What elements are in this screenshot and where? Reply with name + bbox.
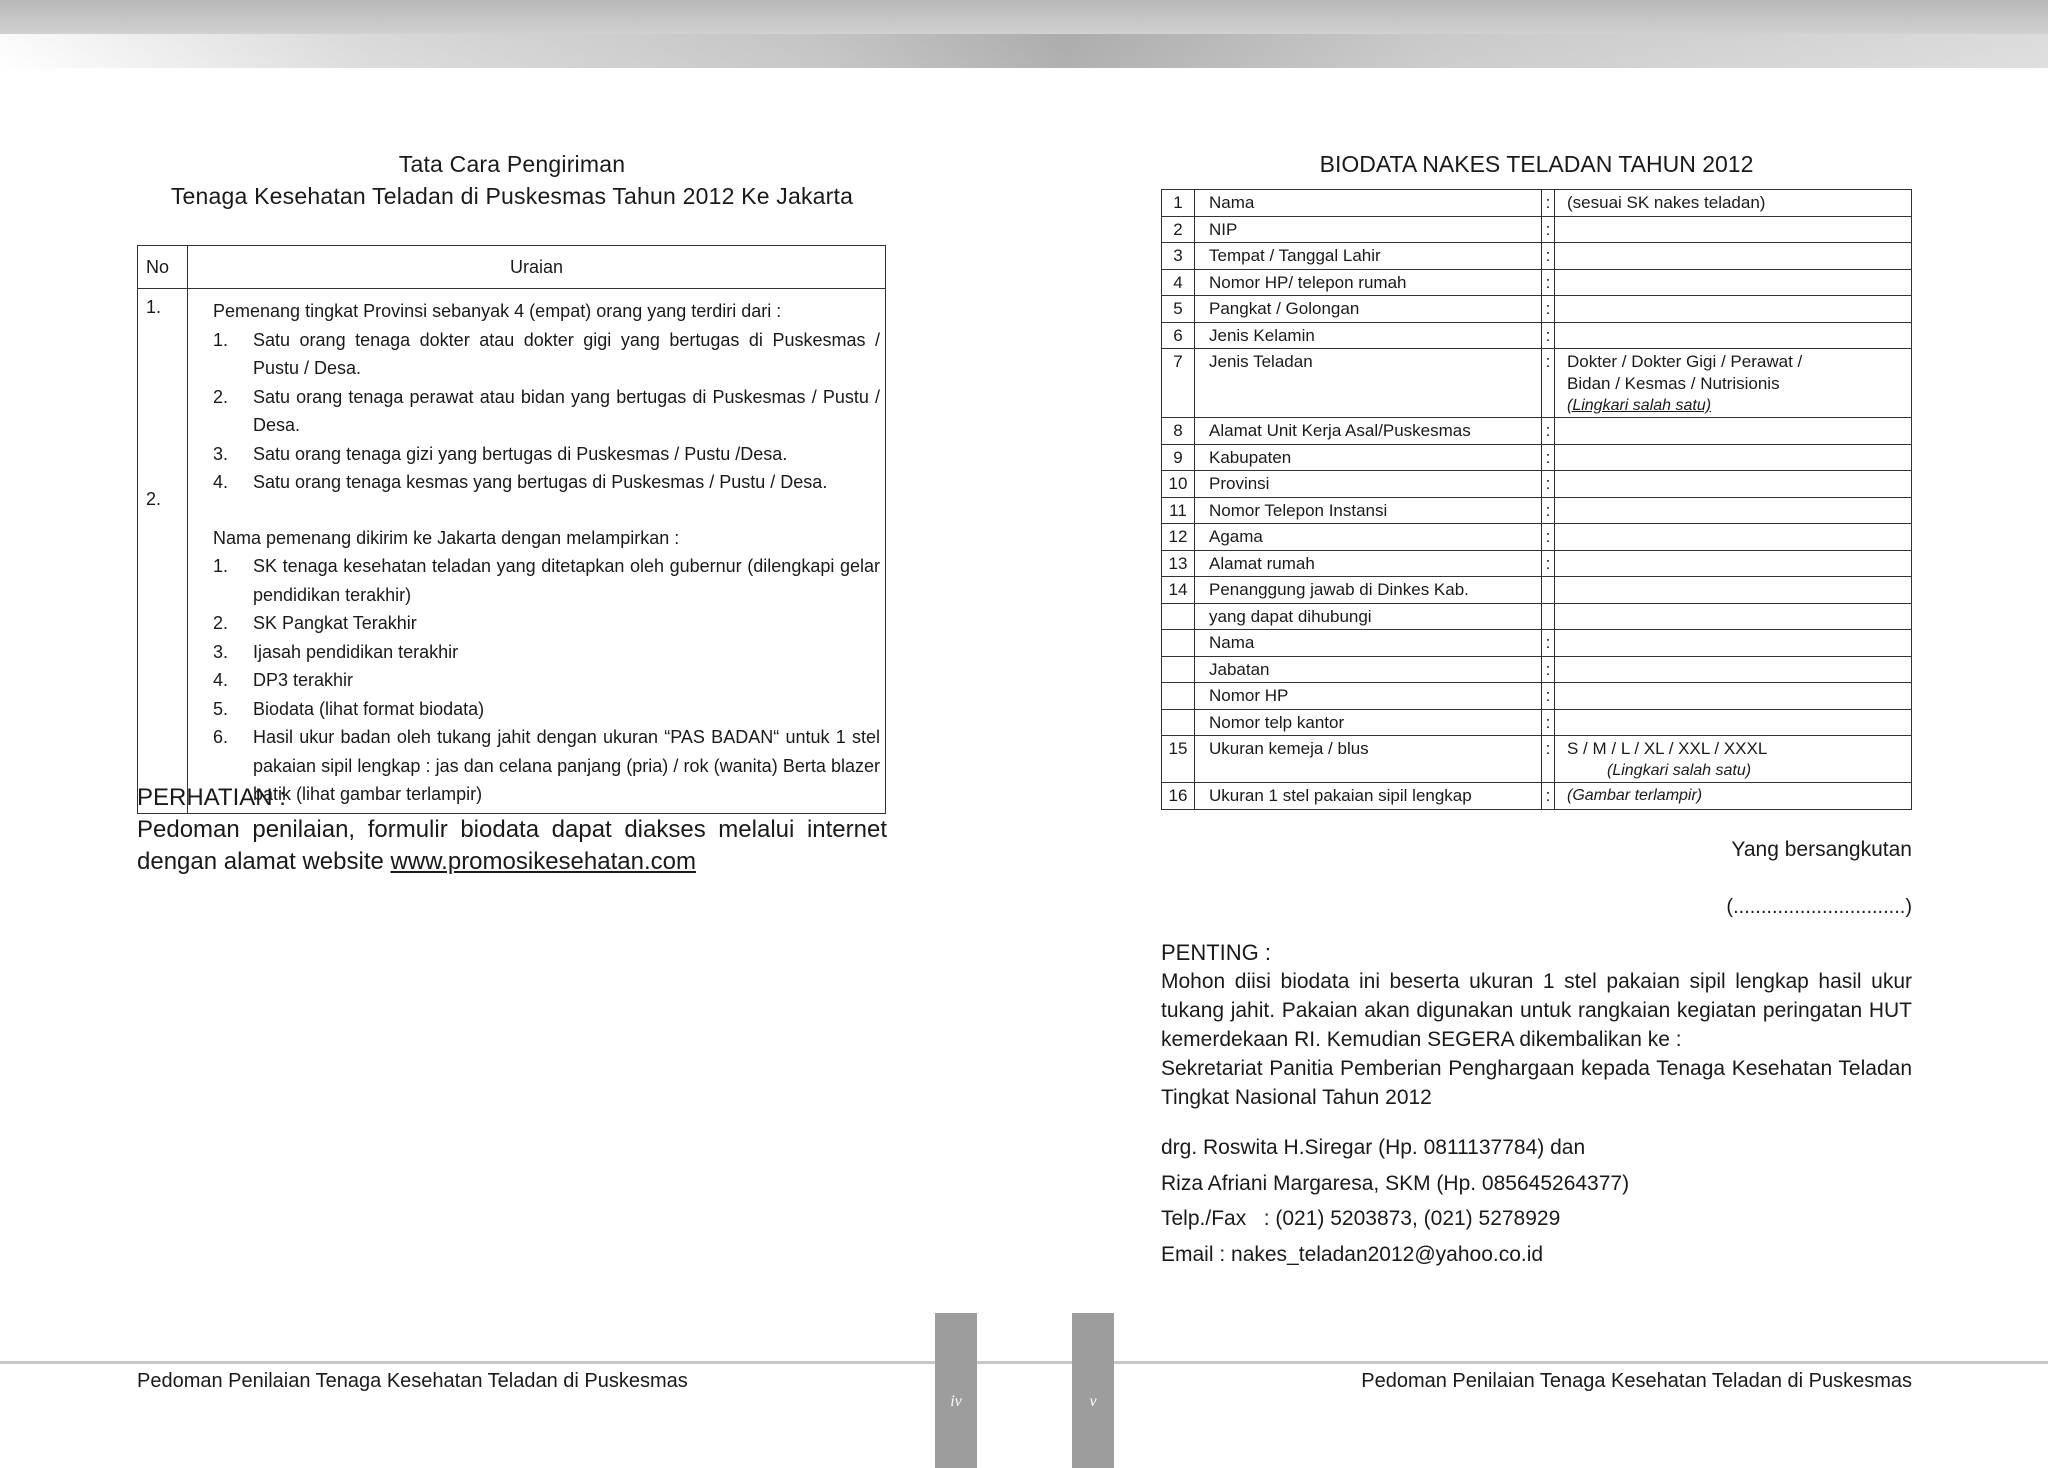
list-item-number: 1. [213,556,229,576]
row-value [1555,322,1912,349]
list-item-number: 4. [213,472,229,492]
table-row [1162,524,1912,551]
row-label: Alamat Unit Kerja Asal/Puskesmas [1195,418,1542,445]
header-gradient-strip [0,34,2048,68]
procedure-table [137,245,886,814]
row-label: Jenis Teladan [1195,349,1542,418]
row-colon: : [1542,216,1555,243]
list-item-text: SK tenaga kesehatan teladan yang ditetapkan oleh gubernur (dilengkapi gelar pendidikan terakhir) [253,556,880,605]
row-number: 11 [1162,497,1195,524]
row-value [1555,709,1912,736]
contact-line: drg. Roswita H.Siregar (Hp. 0811137784) dan [1161,1136,1586,1159]
value-line: Bidan / Kesmas / Nutrisionis [1567,374,1780,393]
penting-block [1161,938,1912,1112]
row-number: 9 [1162,444,1195,471]
list-item-text: Biodata (lihat format biodata) [253,698,485,719]
penting-heading: PENTING : [1161,940,1272,965]
row-value: (Gambar terlampir) [1555,783,1912,810]
list-item-text: Satu orang tenaga gizi yang bertugas di Puskesmas / Pustu /Desa. [253,443,788,464]
contact-line: Telp./Fax : (021) 5203873, (021) 5278929 [1161,1207,1561,1230]
list-item-text: Satu orang tenaga kesmas yang bertugas di Puskesmas / Pustu / Desa. [253,472,828,492]
list-item-number: 2. [213,386,229,407]
row-colon: : [1542,656,1555,683]
row-colon: : [1542,418,1555,445]
row-value [1555,471,1912,498]
row-content [188,289,886,814]
list-item-text: Hasil ukur badan oleh tukang jahit dengan ukuran “PAS BADAN“ untuk 1 stel pakaian sipil lengkap : jas dan celana panjang (pria) / rok (wanita) Berta blazer batik (lihat gambar terlampir) [253,727,880,804]
item-1-number: 1. [146,297,162,317]
row-colon: : [1542,550,1555,577]
value-line: S / M / L / XL / XXL / XXXL [1567,739,1768,758]
row-colon: : [1542,683,1555,710]
value-line: (Lingkari salah satu) [1607,762,1752,779]
item-1-intro: Pemenang tingkat Provinsi sebanyak 4 (empat) orang yang terdiri dari : [213,301,782,321]
row-value [1555,630,1912,657]
table-row [1162,349,1912,418]
row-number [1162,709,1195,736]
list-item [213,666,880,695]
list-item-text: Satu orang tenaga dokter atau dokter gigi yang bertugas di Puskesmas / Pustu / Desa. [253,329,880,378]
row-colon: : [1542,709,1555,736]
row-value [1555,683,1912,710]
row-colon: : [1542,349,1555,418]
list-item [213,695,880,724]
row-label: Nomor HP [1195,683,1542,710]
title-line-2: Tenaga Kesehatan Teladan di Puskesmas Tahun 2012 Ke Jakarta [170,183,854,209]
table-row [1162,269,1912,296]
left-page-title [137,148,887,212]
row-colon: : [1542,190,1555,217]
row-value [1555,418,1912,445]
row-number: 12 [1162,524,1195,551]
row-label: Nomor Telepon Instansi [1195,497,1542,524]
row-label: Nama [1195,630,1542,657]
footer-divider [0,1361,2048,1364]
row-value [1555,656,1912,683]
value-line: Dokter / Dokter Gigi / Perawat / [1567,352,1803,371]
table-row [1162,471,1912,498]
row-label: Nama [1195,190,1542,217]
table-row [1162,683,1912,710]
table-row [138,289,886,814]
perhatian-block [137,782,887,878]
table-row [1162,709,1912,736]
row-colon: : [1542,524,1555,551]
row-colon: : [1542,736,1555,783]
list-item [213,383,880,440]
penting-text: Mohon diisi biodata ini beserta ukuran 1 stel pakaian sipil lengkap hasil ukur tukang jahit. Pakaian akan digunakan untuk rangkaian kegiatan peringatan HUT kemerdekaan RI. Kemudian SEGERA dikembalikan ke : [1161,970,1912,1051]
row-label: Alamat rumah [1195,550,1542,577]
row-colon: : [1542,243,1555,270]
row-label: Agama [1195,524,1542,551]
row-label: Nomor HP/ telepon rumah [1195,269,1542,296]
contact-line: Riza Afriani Margaresa, SKM (Hp. 085645264377) [1161,1171,1630,1195]
header-uraian: Uraian [188,246,886,289]
table-row [1162,783,1912,810]
row-value [1555,736,1912,783]
row-colon: : [1542,296,1555,323]
row-value [1555,603,1912,630]
table-row [1162,577,1912,604]
row-number [1162,683,1195,710]
item-2-number: 2. [146,489,162,509]
row-label: Ukuran kemeja / blus [1195,736,1542,783]
table-row [1162,630,1912,657]
list-item [213,638,880,667]
list-item-number: 4. [213,670,229,690]
table-row [1162,603,1912,630]
table-row [1162,296,1912,323]
page-number-right: v [1089,1393,1097,1410]
row-label: Tempat / Tanggal Lahir [1195,243,1542,270]
row-number: 6 [1162,322,1195,349]
row-label: yang dapat dihubungi [1195,603,1542,630]
biodata-table [1161,189,1912,810]
table-row [1162,243,1912,270]
row-number: 7 [1162,349,1195,418]
row-value [1555,550,1912,577]
page-tab-right [1072,1313,1114,1468]
list-item [213,609,880,638]
table-row [1162,736,1912,783]
row-label: NIP [1195,216,1542,243]
row-label: Nomor telp kantor [1195,709,1542,736]
row-colon: : [1542,783,1555,810]
list-item-text: DP3 terakhir [253,670,354,690]
list-item-number: 1. [213,329,229,350]
table-row [1162,322,1912,349]
row-number: 10 [1162,471,1195,498]
perhatian-heading: PERHATIAN : [137,784,286,811]
list-item-text: Satu orang tenaga perawat atau bidan yang bertugas di Puskesmas / Pustu / Desa. [253,386,880,435]
row-label: Jenis Kelamin [1195,322,1542,349]
list-item-text: Ijasah pendidikan terakhir [253,641,459,662]
row-number: 16 [1162,783,1195,810]
row-number [1162,656,1195,683]
row-number: 2 [1162,216,1195,243]
header-no: No [138,246,188,289]
row-colon [1542,577,1555,604]
row-number: 13 [1162,550,1195,577]
row-value [1555,349,1912,418]
row-label: Jabatan [1195,656,1542,683]
row-colon: : [1542,269,1555,296]
row-number: 3 [1162,243,1195,270]
row-value [1555,269,1912,296]
perhatian-text: Pedoman penilaian, formulir biodata dapat diakses melalui internet dengan alamat website [137,816,887,875]
table-row [1162,190,1912,217]
table-row [1162,550,1912,577]
page-number-left: iv [950,1393,962,1410]
website-link[interactable]: www.promosikesehatan.com [390,848,696,875]
value-note: (Lingkari salah satu) [1567,397,1712,414]
list-item-number: 2. [213,613,229,633]
row-value [1555,296,1912,323]
row-number: 15 [1162,736,1195,783]
row-label: Ukuran 1 stel pakaian sipil lengkap [1195,783,1542,810]
row-number [138,289,188,814]
row-number: 8 [1162,418,1195,445]
list-item-text: SK Pangkat Terakhir [253,613,417,633]
row-colon: : [1542,471,1555,498]
table-header-row [138,246,886,289]
row-number: 1 [1162,190,1195,217]
row-number [1162,603,1195,630]
row-colon: : [1542,630,1555,657]
contact-block [1161,1130,1912,1272]
row-value [1555,243,1912,270]
list-item-number: 3. [213,641,229,662]
row-label: Provinsi [1195,471,1542,498]
row-colon: : [1542,497,1555,524]
footer-right: Pedoman Penilaian Tenaga Kesehatan Teladan di Puskesmas [1361,1370,1912,1392]
title-line-1: Tata Cara Pengiriman [398,151,626,177]
row-label: Penanggung jawab di Dinkes Kab. [1195,577,1542,604]
row-number: 5 [1162,296,1195,323]
row-value [1555,497,1912,524]
item-2-intro: Nama pemenang dikirim ke Jakarta dengan melampirkan : [213,527,680,548]
row-number [1162,630,1195,657]
table-row [1162,497,1912,524]
page-tab-left [935,1313,977,1468]
row-number: 4 [1162,269,1195,296]
signature-line: (...............................) [1726,896,1912,918]
row-value: (sesuai SK nakes teladan) [1555,190,1912,217]
list-item [213,440,880,469]
row-value [1555,444,1912,471]
list-item-number: 3. [213,443,229,464]
row-colon: : [1542,322,1555,349]
row-value [1555,216,1912,243]
table-row [1162,656,1912,683]
table-row [1162,444,1912,471]
list-item [213,326,880,383]
right-page-title: BIODATA NAKES TELADAN TAHUN 2012 [1319,151,1754,177]
list-item [213,468,880,497]
row-number: 14 [1162,577,1195,604]
row-label: Pangkat / Golongan [1195,296,1542,323]
contact-email: Email : nakes_teladan2012@yahoo.co.id [1161,1242,1544,1266]
list-item [213,552,880,609]
yang-bersangkutan: Yang bersangkutan [1731,838,1912,861]
row-label: Kabupaten [1195,444,1542,471]
list-item-number: 6. [213,727,229,747]
table-row [1162,418,1912,445]
row-colon: : [1542,444,1555,471]
penting-text-2: Sekretariat Panitia Pemberian Penghargaan kepada Tenaga Kesehatan Teladan Tingkat Nasional Tahun 2012 [1161,1057,1912,1109]
row-value [1555,524,1912,551]
footer-left: Pedoman Penilaian Tenaga Kesehatan Teladan di Puskesmas [137,1370,688,1392]
table-row [1162,216,1912,243]
row-colon [1542,603,1555,630]
row-value [1555,577,1912,604]
list-item-number: 5. [213,698,229,719]
